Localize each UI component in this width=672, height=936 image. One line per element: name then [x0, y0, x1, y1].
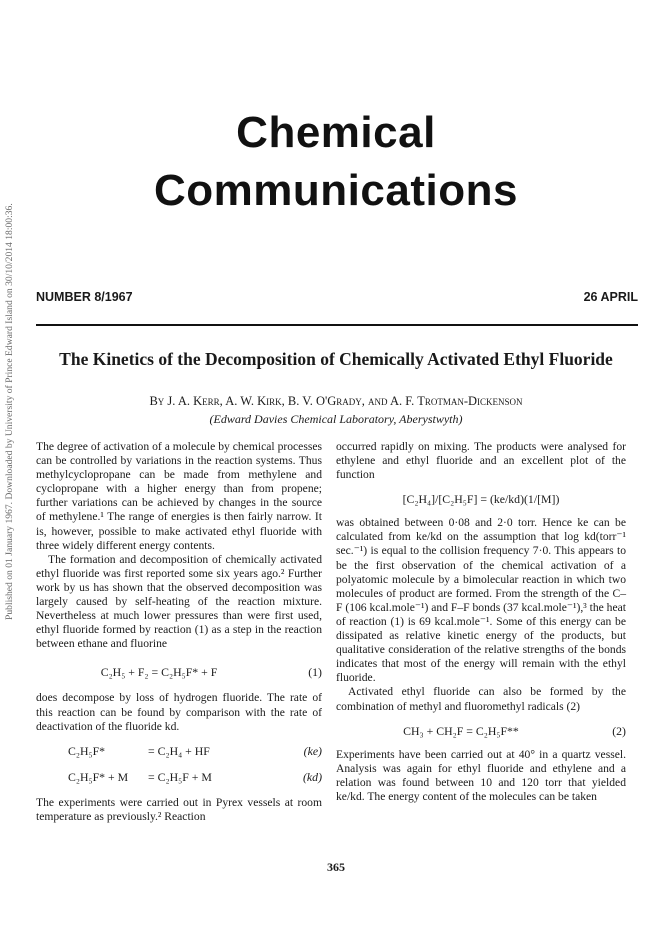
equation-1-text: C₂H₅ + F₂ = C₂H₅F* + F	[100, 665, 218, 680]
equation-2-lhs: C₂H₅F*	[68, 743, 106, 758]
issue-number: NUMBER 8/1967	[36, 290, 133, 304]
equation-1	[36, 661, 322, 683]
equation-3-rhs: = C₂H₅F + M	[148, 769, 212, 784]
equation-4-text: [C₂H₄]/[C₂H₅F] = (ke/kd)(1/[M])	[402, 492, 560, 507]
article-title: The Kinetics of the Decomposition of Chemically Activated Ethyl Fluoride	[59, 349, 613, 369]
journal-title-line1: Chemical	[236, 108, 436, 157]
equation-4	[336, 488, 626, 510]
right-paragraph-3: Activated ethyl fluoride can also be formed by the combination of methyl and fluoromethyl radicals (2)	[336, 685, 626, 713]
equation-3-lhs: C₂H₅F* + M	[68, 769, 129, 784]
right-paragraph-2: was obtained between 0·08 and 2·0 torr. Hence ke can be calculated from ke/kd on the assumption that log kd(torr⁻¹ sec.⁻¹) is equal to the collision frequency 7·0. This appears to be the first observation of the chemical activation of a polyatomic molecule by a bimolecular reaction in which two molecules of product are formed. From the strength of the C–F (106 kcal.mole⁻¹) and F–F bonds (37 kcal.mole⁻¹),³ the heat of reaction (1) is 69 kcal.mole⁻¹. Some of this energy can be dissipated as relative kinetic energy of the products, but qualitative consideration of the relative strengths of the bonds indicates that most of the energy will remain with the ethyl fluoride.	[336, 516, 626, 685]
equation-5-text: CH₃ + CH₂F = C₂H₅F**	[403, 723, 519, 738]
left-paragraph-4: The experiments were carried out in Pyrex vessels at room temperature as previously.² Reaction	[36, 795, 322, 823]
equation-1-number: (1)	[308, 665, 322, 680]
journal-title-line2: Communications	[154, 166, 518, 215]
right-paragraph-1: occurred rapidly on mixing. The products were analysed for ethylene and ethyl fluoride and an excellent plot of the function	[336, 440, 626, 482]
equation-5-number: (2)	[612, 723, 626, 738]
left-paragraph-1: The degree of activation of a molecule by chemical processes can be controlled by variations in the reaction systems. Thus methylcyclopropane can be made from methylene and cyclopropane with a higher energy than from propene; further variations can be achieved by changes in the source of methylene.¹ The range of energies is then fairly narrow. It is, however, possible to make activated ethyl fluoride with three widely different energy contents.	[36, 440, 322, 552]
right-paragraph-4: Experiments have been carried out at 40° in a quartz vessel. Analysis was again for ethyl fluoride and ethylene and a relation was found between 10 and 120 torr that yielded ke/kd. The energy content of the molecules can be taken	[336, 747, 626, 803]
left-paragraph-3: does decompose by loss of hydrogen fluoride. The rate of this reaction can be found by comparison with the rate of deactivation of the fluoride kd.	[36, 691, 322, 733]
issue-date: 26 APRIL	[583, 290, 638, 304]
article-affiliation: (Edward Davies Chemical Laboratory, Aberystwyth)	[209, 412, 463, 426]
left-paragraph-2: The formation and decomposition of chemically activated ethyl fluoride was first reported some six years ago.² Further work by us has shown that the observed decomposition was largely caused by self-heating of the reaction mixture. Nevertheless at much lower pressures than were first used, ethyl fluoride formed by reaction (1) as a step in the reaction between ethane and fluorine	[36, 552, 322, 651]
header-rule	[36, 324, 638, 326]
equation-5	[336, 720, 626, 742]
equation-2-rhs: = C₂H₄ + HF	[148, 743, 210, 758]
right-column	[336, 440, 626, 804]
article-authors: By J. A. Kerr, A. W. Kirk, B. V. O'Grady, and A. F. Trotman-Dickenson	[149, 394, 523, 408]
equation-2-number: (ke)	[303, 743, 322, 758]
page-number: 365	[327, 860, 345, 874]
equation-3	[36, 766, 322, 788]
left-column	[36, 440, 322, 824]
equation-2	[36, 740, 322, 762]
download-note: Published on 01 January 1967. Downloaded by University of Prince Edward Island on 30/10/2014 18:00:36.	[4, 203, 15, 620]
equation-3-number: (kd)	[303, 769, 322, 784]
